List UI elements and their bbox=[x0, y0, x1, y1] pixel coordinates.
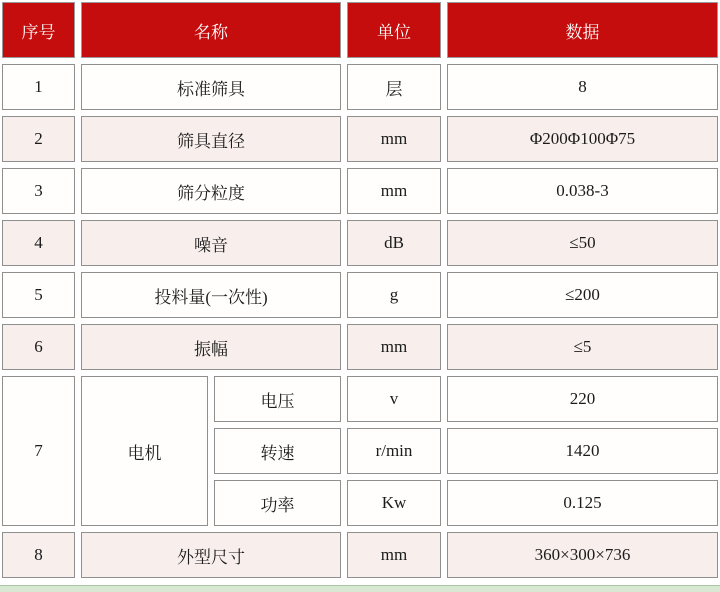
row-number-cell: 6 bbox=[2, 324, 75, 370]
name-cell: 筛具直径 bbox=[81, 116, 341, 162]
value-cell: ≤5 bbox=[447, 324, 718, 370]
value-cell: ≤50 bbox=[447, 220, 718, 266]
value-cell: 220 bbox=[447, 376, 718, 422]
value-cell: 0.038-3 bbox=[447, 168, 718, 214]
motor-group-cell: 电机 bbox=[81, 376, 208, 526]
value-cell: Φ200Φ100Φ75 bbox=[447, 116, 718, 162]
value-cell: 1420 bbox=[447, 428, 718, 474]
name-cell: 外型尺寸 bbox=[81, 532, 341, 578]
name-cell: 噪音 bbox=[81, 220, 341, 266]
unit-cell: Kw bbox=[347, 480, 441, 526]
table-row bbox=[2, 532, 718, 578]
unit-cell: 层 bbox=[347, 64, 441, 110]
row-number-cell: 3 bbox=[2, 168, 75, 214]
value-cell: 360×300×736 bbox=[447, 532, 718, 578]
table-row bbox=[2, 324, 718, 370]
name-cell: 筛分粒度 bbox=[81, 168, 341, 214]
table-row bbox=[2, 116, 718, 162]
table-row-motor bbox=[2, 376, 718, 422]
table-row bbox=[2, 220, 718, 266]
header-col-unit: 单位 bbox=[347, 2, 441, 58]
sub-name-cell: 功率 bbox=[214, 480, 341, 526]
table-row bbox=[2, 272, 718, 318]
unit-cell: g bbox=[347, 272, 441, 318]
sub-name-cell: 转速 bbox=[214, 428, 341, 474]
unit-cell: mm bbox=[347, 324, 441, 370]
row-number-cell: 7 bbox=[2, 376, 75, 526]
name-cell: 振幅 bbox=[81, 324, 341, 370]
unit-cell: dB bbox=[347, 220, 441, 266]
header-col-no: 序号 bbox=[2, 2, 75, 58]
name-cell: 投料量(一次性) bbox=[81, 272, 341, 318]
table-row bbox=[2, 64, 718, 110]
unit-cell: mm bbox=[347, 168, 441, 214]
row-number-cell: 2 bbox=[2, 116, 75, 162]
row-number-cell: 1 bbox=[2, 64, 75, 110]
unit-cell: v bbox=[347, 376, 441, 422]
row-number-cell: 4 bbox=[2, 220, 75, 266]
unit-cell: mm bbox=[347, 532, 441, 578]
row-number-cell: 8 bbox=[2, 532, 75, 578]
unit-cell: mm bbox=[347, 116, 441, 162]
row-number-cell: 5 bbox=[2, 272, 75, 318]
sub-name-cell: 电压 bbox=[214, 376, 341, 422]
table-row bbox=[2, 168, 718, 214]
value-cell: 0.125 bbox=[447, 480, 718, 526]
header-col-data: 数据 bbox=[447, 2, 718, 58]
value-cell: 8 bbox=[447, 64, 718, 110]
header-col-name: 名称 bbox=[81, 2, 341, 58]
header-row bbox=[2, 2, 718, 58]
name-cell: 标准筛具 bbox=[81, 64, 341, 110]
value-cell: ≤200 bbox=[447, 272, 718, 318]
unit-cell: r/min bbox=[347, 428, 441, 474]
